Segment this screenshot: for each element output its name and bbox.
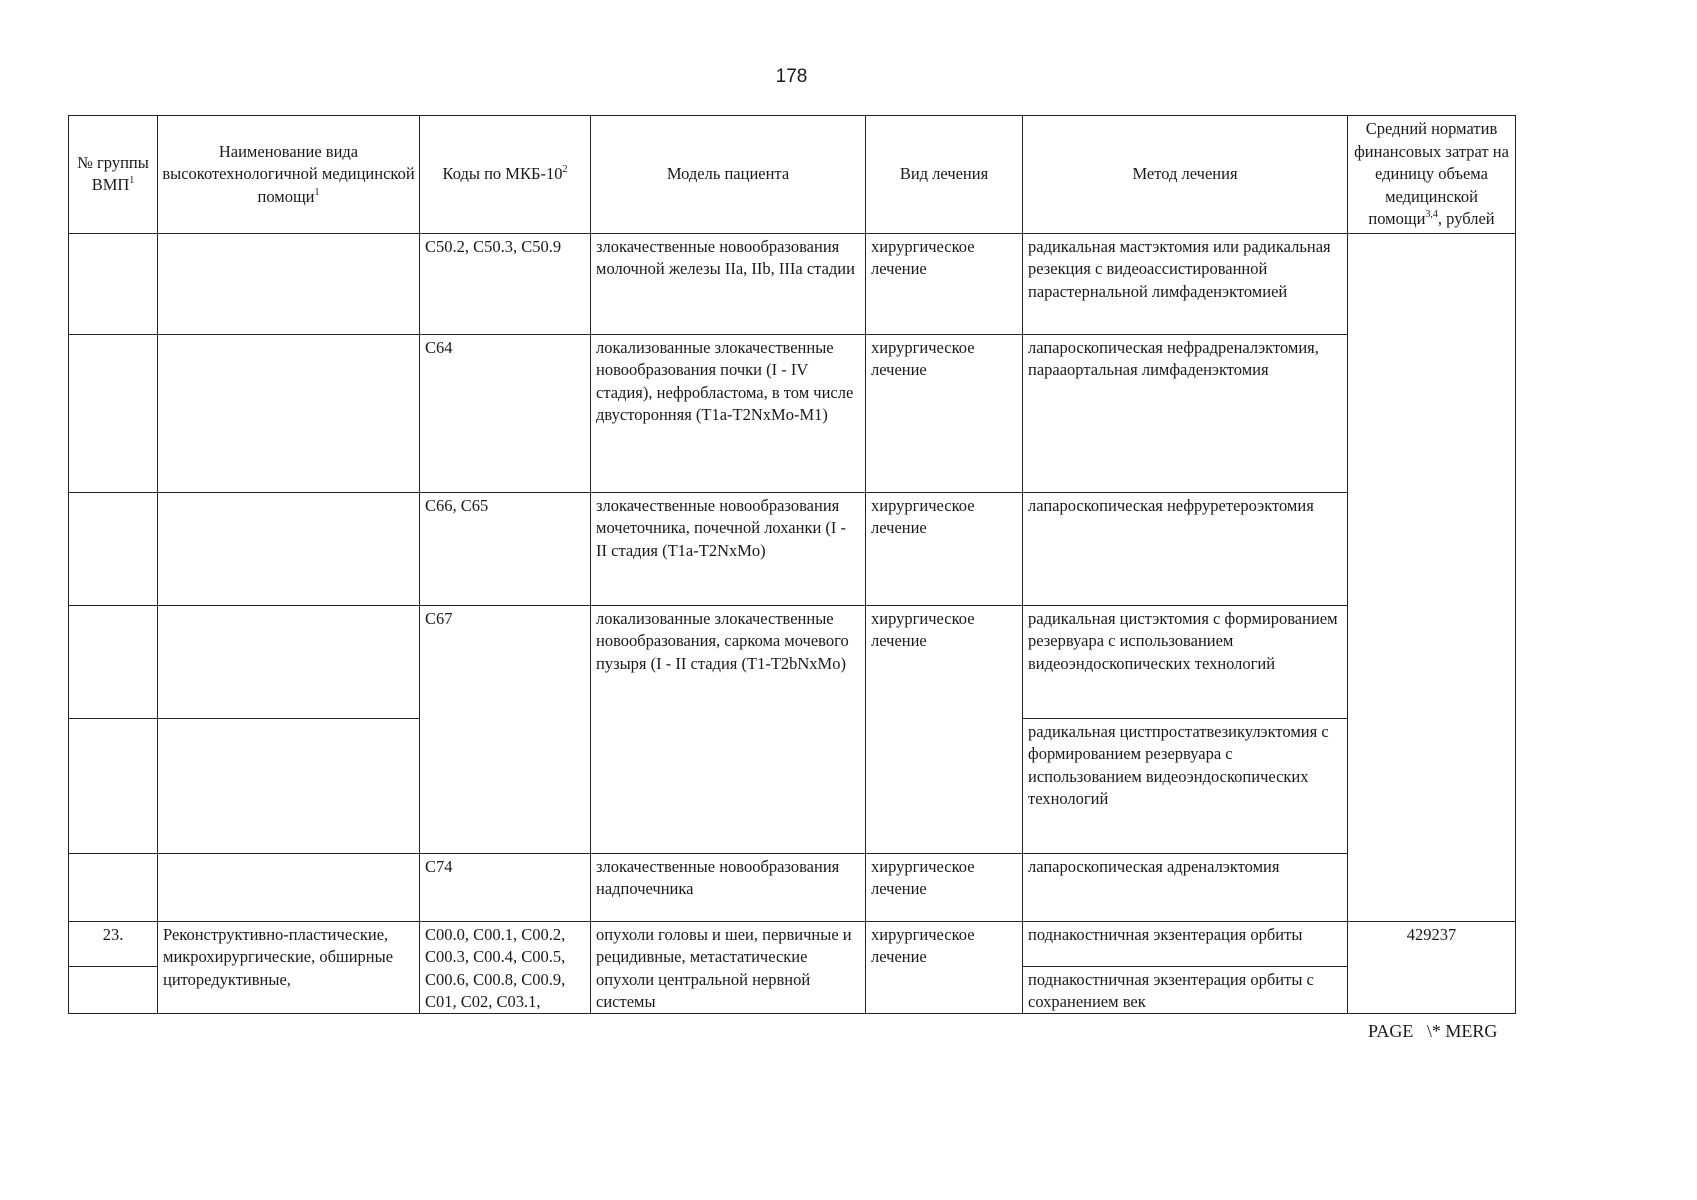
codes-cell: C50.2, C50.3, C50.9	[420, 233, 591, 334]
name-cell	[158, 233, 420, 334]
page-number: 178	[775, 66, 808, 87]
group-cell	[69, 492, 158, 605]
header-icd-codes: Коды по МКБ-$10^2$	[420, 116, 591, 234]
header-patient-model: Модель пациента	[591, 116, 866, 234]
group-cell	[69, 233, 158, 334]
group-cell	[69, 853, 158, 921]
name-cell: Реконструктивно-пластические, микрохирургические, обширные циторедуктивные,	[158, 921, 420, 1013]
method-cell: радикальная цистэктомия с формированием резервуара с использованием видеоэндоскопических технологий	[1023, 605, 1348, 718]
method-cell: радикальная цистпростатвезикулэктомия с формированием резервуара с использованием видеоэндоскопических технологий	[1023, 718, 1348, 853]
header-name: Наименование вида высокотехнологичной медицинской помощи$^1$	[158, 116, 420, 234]
name-cell	[158, 334, 420, 492]
treatment-cell: хирургическое лечение	[866, 921, 1023, 1013]
header-group-number: № группы ВМП$^1$	[69, 116, 158, 234]
group-cell	[69, 718, 158, 853]
table-row	[69, 853, 1516, 921]
treatment-cell: хирургическое лечение	[866, 853, 1023, 921]
method-cell: лапароскопическая нефруретероэктомия	[1023, 492, 1348, 605]
table-row	[69, 605, 1516, 718]
cost-cell	[1348, 233, 1516, 921]
header-average-cost: Средний норматив финансовых затрат на единицу объема медицинской помощи$^{3,4}$, рублей	[1348, 116, 1516, 234]
codes-cell: C66, C65	[420, 492, 591, 605]
cost-value-cell: 429237	[1348, 921, 1516, 1013]
page-footer-field: PAGE \* MERG	[1368, 1021, 1498, 1041]
group-cell: 23.	[69, 921, 158, 966]
group-cell	[69, 966, 158, 1013]
name-cell	[158, 718, 420, 853]
group-cell	[69, 605, 158, 718]
model-cell: злокачественные новообразования мочеточника, почечной лоханки (I - II стадия (T1a-T2NxMo)	[591, 492, 866, 605]
method-cell: лапароскопическая нефрадреналэктомия, парааортальная лимфаденэктомия	[1023, 334, 1348, 492]
model-cell: локализованные злокачественные новообразования почки (I - IV стадия), нефробластома, в том числе двусторонняя (T1a-T2NxMo-M1)	[591, 334, 866, 492]
name-cell	[158, 605, 420, 718]
method-cell: поднакостничная экзентерация орбиты	[1023, 921, 1348, 966]
header-treatment-type: Вид лечения	[866, 116, 1023, 234]
name-cell	[158, 853, 420, 921]
treatment-cell: хирургическое лечение	[866, 334, 1023, 492]
method-cell: поднакостничная экзентерация орбиты с сохранением век	[1023, 966, 1348, 1013]
table-row	[69, 921, 1516, 966]
vmp-table	[68, 115, 1516, 1014]
codes-cell: C64	[420, 334, 591, 492]
codes-cell: C00.0, C00.1, C00.2, C00.3, C00.4, C00.5, C00.6, C00.8, C00.9, C01, C02, C03.1,	[420, 921, 591, 1013]
model-cell: злокачественные новообразования молочной железы IIa, IIb, IIIa стадии	[591, 233, 866, 334]
treatment-cell: хирургическое лечение	[866, 233, 1023, 334]
table-row	[69, 233, 1516, 334]
model-cell: локализованные злокачественные новообразования, саркома мочевого пузыря (I - II стадия (T1-T2bNxMo)	[591, 605, 866, 853]
table-header-row	[69, 116, 1516, 234]
codes-cell: C74	[420, 853, 591, 921]
model-cell: злокачественные новообразования надпочечника	[591, 853, 866, 921]
table-row	[69, 334, 1516, 492]
header-treatment-method: Метод лечения	[1023, 116, 1348, 234]
name-cell	[158, 492, 420, 605]
treatment-cell: хирургическое лечение	[866, 492, 1023, 605]
model-cell: опухоли головы и шеи, первичные и рецидивные, метастатические опухоли центральной нервной системы	[591, 921, 866, 1013]
table-row	[69, 492, 1516, 605]
method-cell: лапароскопическая адреналэктомия	[1023, 853, 1348, 921]
group-cell	[69, 334, 158, 492]
method-cell: радикальная мастэктомия или радикальная резекция с видеоассистированной парастернальной лимфаденэктомией	[1023, 233, 1348, 334]
treatment-cell: хирургическое лечение	[866, 605, 1023, 853]
codes-cell: C67	[420, 605, 591, 853]
